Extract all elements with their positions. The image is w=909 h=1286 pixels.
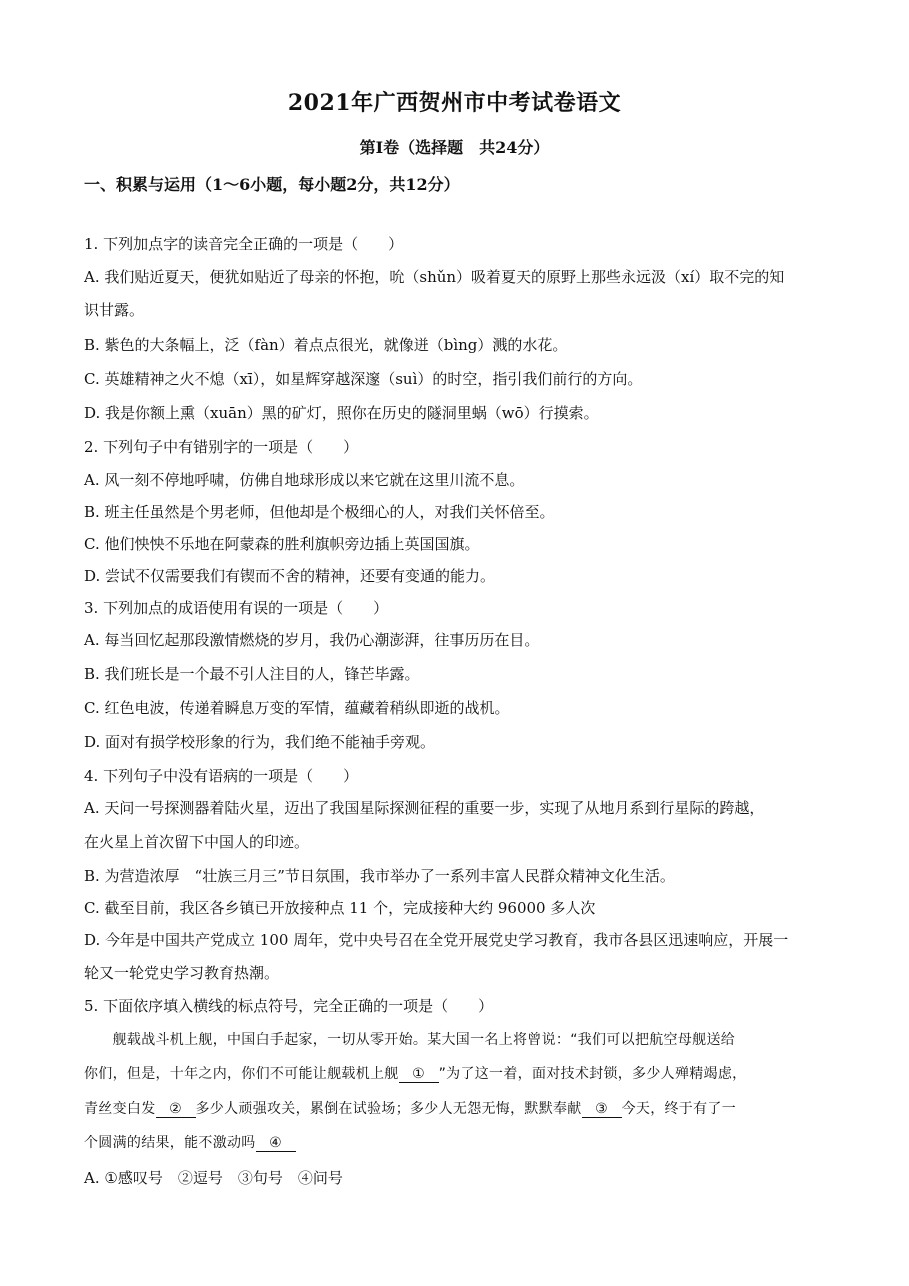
passage-text: 今天，终于有了一	[621, 1101, 737, 1117]
question-4-option-d-cont: 轮又一轮党史学习教育热潮。	[84, 964, 280, 982]
question-3-option-c: C. 红色电波，传递着瞬息万变的军情，蕴藏着稍纵即逝的战机。	[84, 699, 510, 717]
question-2-option-a: A. 风一刻不停地呼啸，仿佛自地球形成以来它就在这里川流不息。	[84, 471, 525, 489]
section-heading: 一、积累与运用（1～6小题，每小题2分，共12分）	[84, 175, 460, 194]
question-1-option-b: B. 紫色的大条幅上，泛（fàn）着点点很光，就像迸（bìng）溅的水花。	[84, 336, 568, 354]
blank-2: ②	[156, 1101, 196, 1118]
passage-text: 青丝变白发	[84, 1101, 156, 1117]
question-5-passage-line	[84, 1063, 746, 1083]
question-2-option-b: B. 班主任虽然是个男老师，但他却是个极细心的人，对我们关怀倍至。	[84, 503, 555, 521]
question-4-option-a-cont: 在火星上首次留下中国人的印迹。	[84, 833, 310, 851]
passage-text: 你们，但是，十年之内，你们不可能让舰载机上舰	[84, 1066, 399, 1082]
passage-text: 多少人顽强攻关，累倒在试验场；多少人无怨无悔，默默奉献	[195, 1101, 582, 1117]
blank-4: ④	[256, 1135, 296, 1152]
blank-3: ③	[582, 1101, 622, 1118]
question-4-option-c: C. 截至目前，我区各乡镇已开放接种点 11 个，完成接种大约 96000 多人次	[84, 899, 596, 917]
blank-1: ①	[399, 1066, 439, 1083]
question-3-stem: 3. 下列加点的成语使用有误的一项是（ ）	[84, 599, 389, 617]
passage-text: ”为了这一着，面对技术封锁，多少人殚精竭虑，	[438, 1066, 747, 1082]
question-4-option-b: B. 为营造浓厚 “壮族三月三”节日氛围，我市举办了一系列丰富人民群众精神文化生活。	[84, 867, 675, 885]
question-4-option-a: A. 天问一号探测器着陆火星，迈出了我国星际探测征程的重要一步，实现了从地月系到行星际的跨越，	[84, 799, 765, 817]
passage-text: 个圆满的结果，能不激动吗	[84, 1135, 256, 1151]
question-3-option-d: D. 面对有损学校形象的行为，我们绝不能袖手旁观。	[84, 733, 436, 751]
question-1-option-d: D. 我是你额上熏（xuān）黑的矿灯，照你在历史的隧洞里蜗（wō）行摸索。	[84, 404, 599, 422]
section-subtitle: 第Ⅰ卷（选择题 共24分）	[359, 138, 550, 157]
question-5-passage-line: 舰载战斗机上舰，中国白手起家，一切从零开始。某大国一名上将曾说：“我们可以把航空母舰送给	[84, 1032, 736, 1048]
question-5-stem: 5. 下面依序填入横线的标点符号，完全正确的一项是（ ）	[84, 997, 494, 1015]
question-1-option-c: C. 英雄精神之火不熄（xī），如星辉穿越深邃（suì）的时空，指引我们前行的方向。	[84, 370, 643, 388]
question-2-option-d: D. 尝试不仅需要我们有锲而不舍的精神，还要有变通的能力。	[84, 567, 496, 585]
question-5-option-a: A. ①感叹号 ②逗号 ③句号 ④问号	[84, 1169, 343, 1187]
question-1-stem: 1. 下列加点字的读音完全正确的一项是（ ）	[84, 235, 404, 253]
page-title: 2021年广西贺州市中考试卷语文	[287, 90, 622, 116]
question-1-option-a: A. 我们贴近夏天，便犹如贴近了母亲的怀抱，吮（shǔn）吸着夏天的原野上那些永远汲（xí）取不完的知	[84, 268, 785, 286]
question-5-passage-line	[84, 1098, 736, 1118]
question-4-option-d: D. 今年是中国共产党成立 100 周年，党中央号召在全党开展党史学习教育，我市各县区迅速响应，开展一	[84, 931, 789, 949]
question-2-stem: 2. 下列句子中有错别字的一项是（ ）	[84, 438, 359, 456]
question-5-passage-line	[84, 1132, 296, 1152]
question-2-option-c: C. 他们怏怏不乐地在阿蒙森的胜利旗帜旁边插上英国国旗。	[84, 535, 480, 553]
question-1-option-a-cont: 识甘露。	[84, 301, 145, 319]
question-3-option-b: B. 我们班长是一个最不引人注目的人，锋芒毕露。	[84, 665, 420, 683]
question-3-option-a: A. 每当回忆起那段激情燃烧的岁月，我仍心潮澎湃，往事历历在目。	[84, 631, 540, 649]
question-4-stem: 4. 下列句子中没有语病的一项是（ ）	[84, 767, 359, 785]
